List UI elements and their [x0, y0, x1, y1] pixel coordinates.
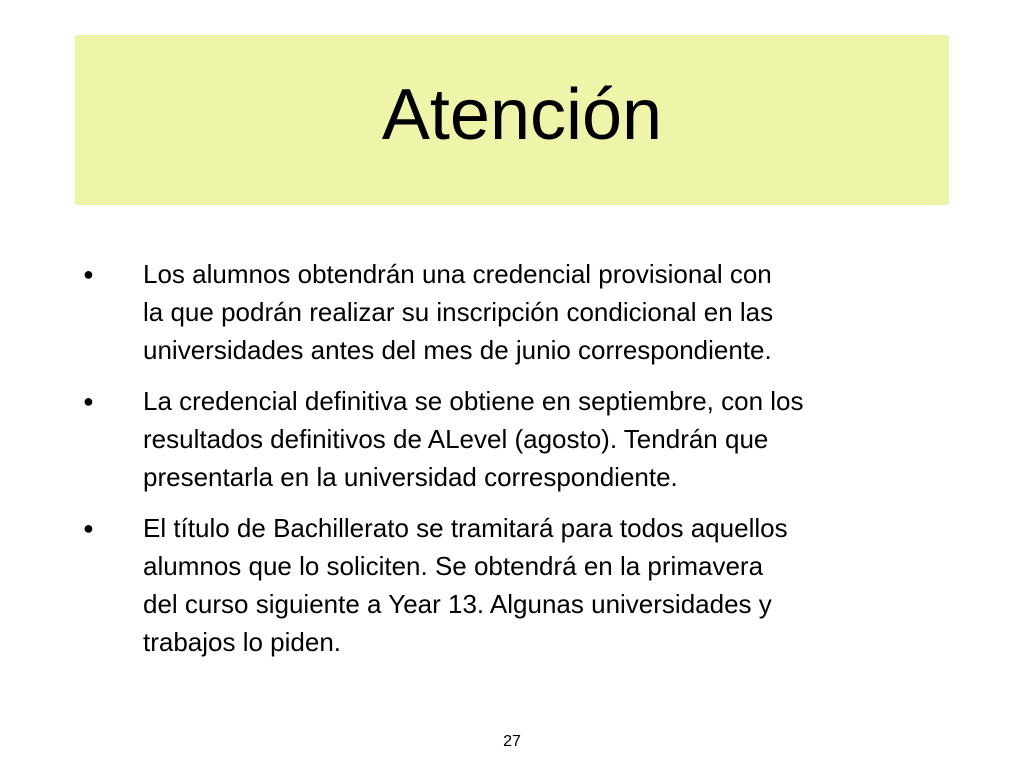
- page-number: 27: [503, 733, 521, 750]
- title-banner: [75, 35, 949, 205]
- bullet-text-line: Los alumnos obtendrán una credencial provisional con: [143, 259, 772, 289]
- slide-title: Atención: [381, 75, 663, 155]
- bullet-text-line: presentarla en la universidad correspondiente.: [143, 462, 678, 492]
- bullet-text-line: resultados definitivos de ALevel (agosto). Tendrán que: [143, 424, 769, 454]
- bullet-item: [83, 509, 983, 661]
- bullet-text-line: alumnos que lo soliciten. Se obtendrá en la primavera: [143, 551, 764, 581]
- bullet-list: [83, 255, 983, 674]
- bullet-item: [83, 255, 983, 369]
- bullet-text-line: la que podrán realizar su inscripción condicional en las: [143, 297, 774, 327]
- bullet-text-line: La credencial definitiva se obtiene en septiembre, con los: [143, 386, 804, 416]
- bullet-text-line: El título de Bachillerato se tramitará para todos aquellos: [143, 513, 788, 543]
- bullet-text-line: del curso siguiente a Year 13. Algunas universidades y: [143, 589, 772, 619]
- bullet-text-line: universidades antes del mes de junio correspondiente.: [143, 335, 772, 365]
- bullet-item: [83, 382, 983, 496]
- bullet-text-line: trabajos lo piden.: [143, 627, 342, 657]
- bullet-dot-icon: ●: [83, 264, 94, 284]
- bullet-dot-icon: ●: [83, 391, 94, 411]
- bullet-dot-icon: ●: [83, 518, 94, 538]
